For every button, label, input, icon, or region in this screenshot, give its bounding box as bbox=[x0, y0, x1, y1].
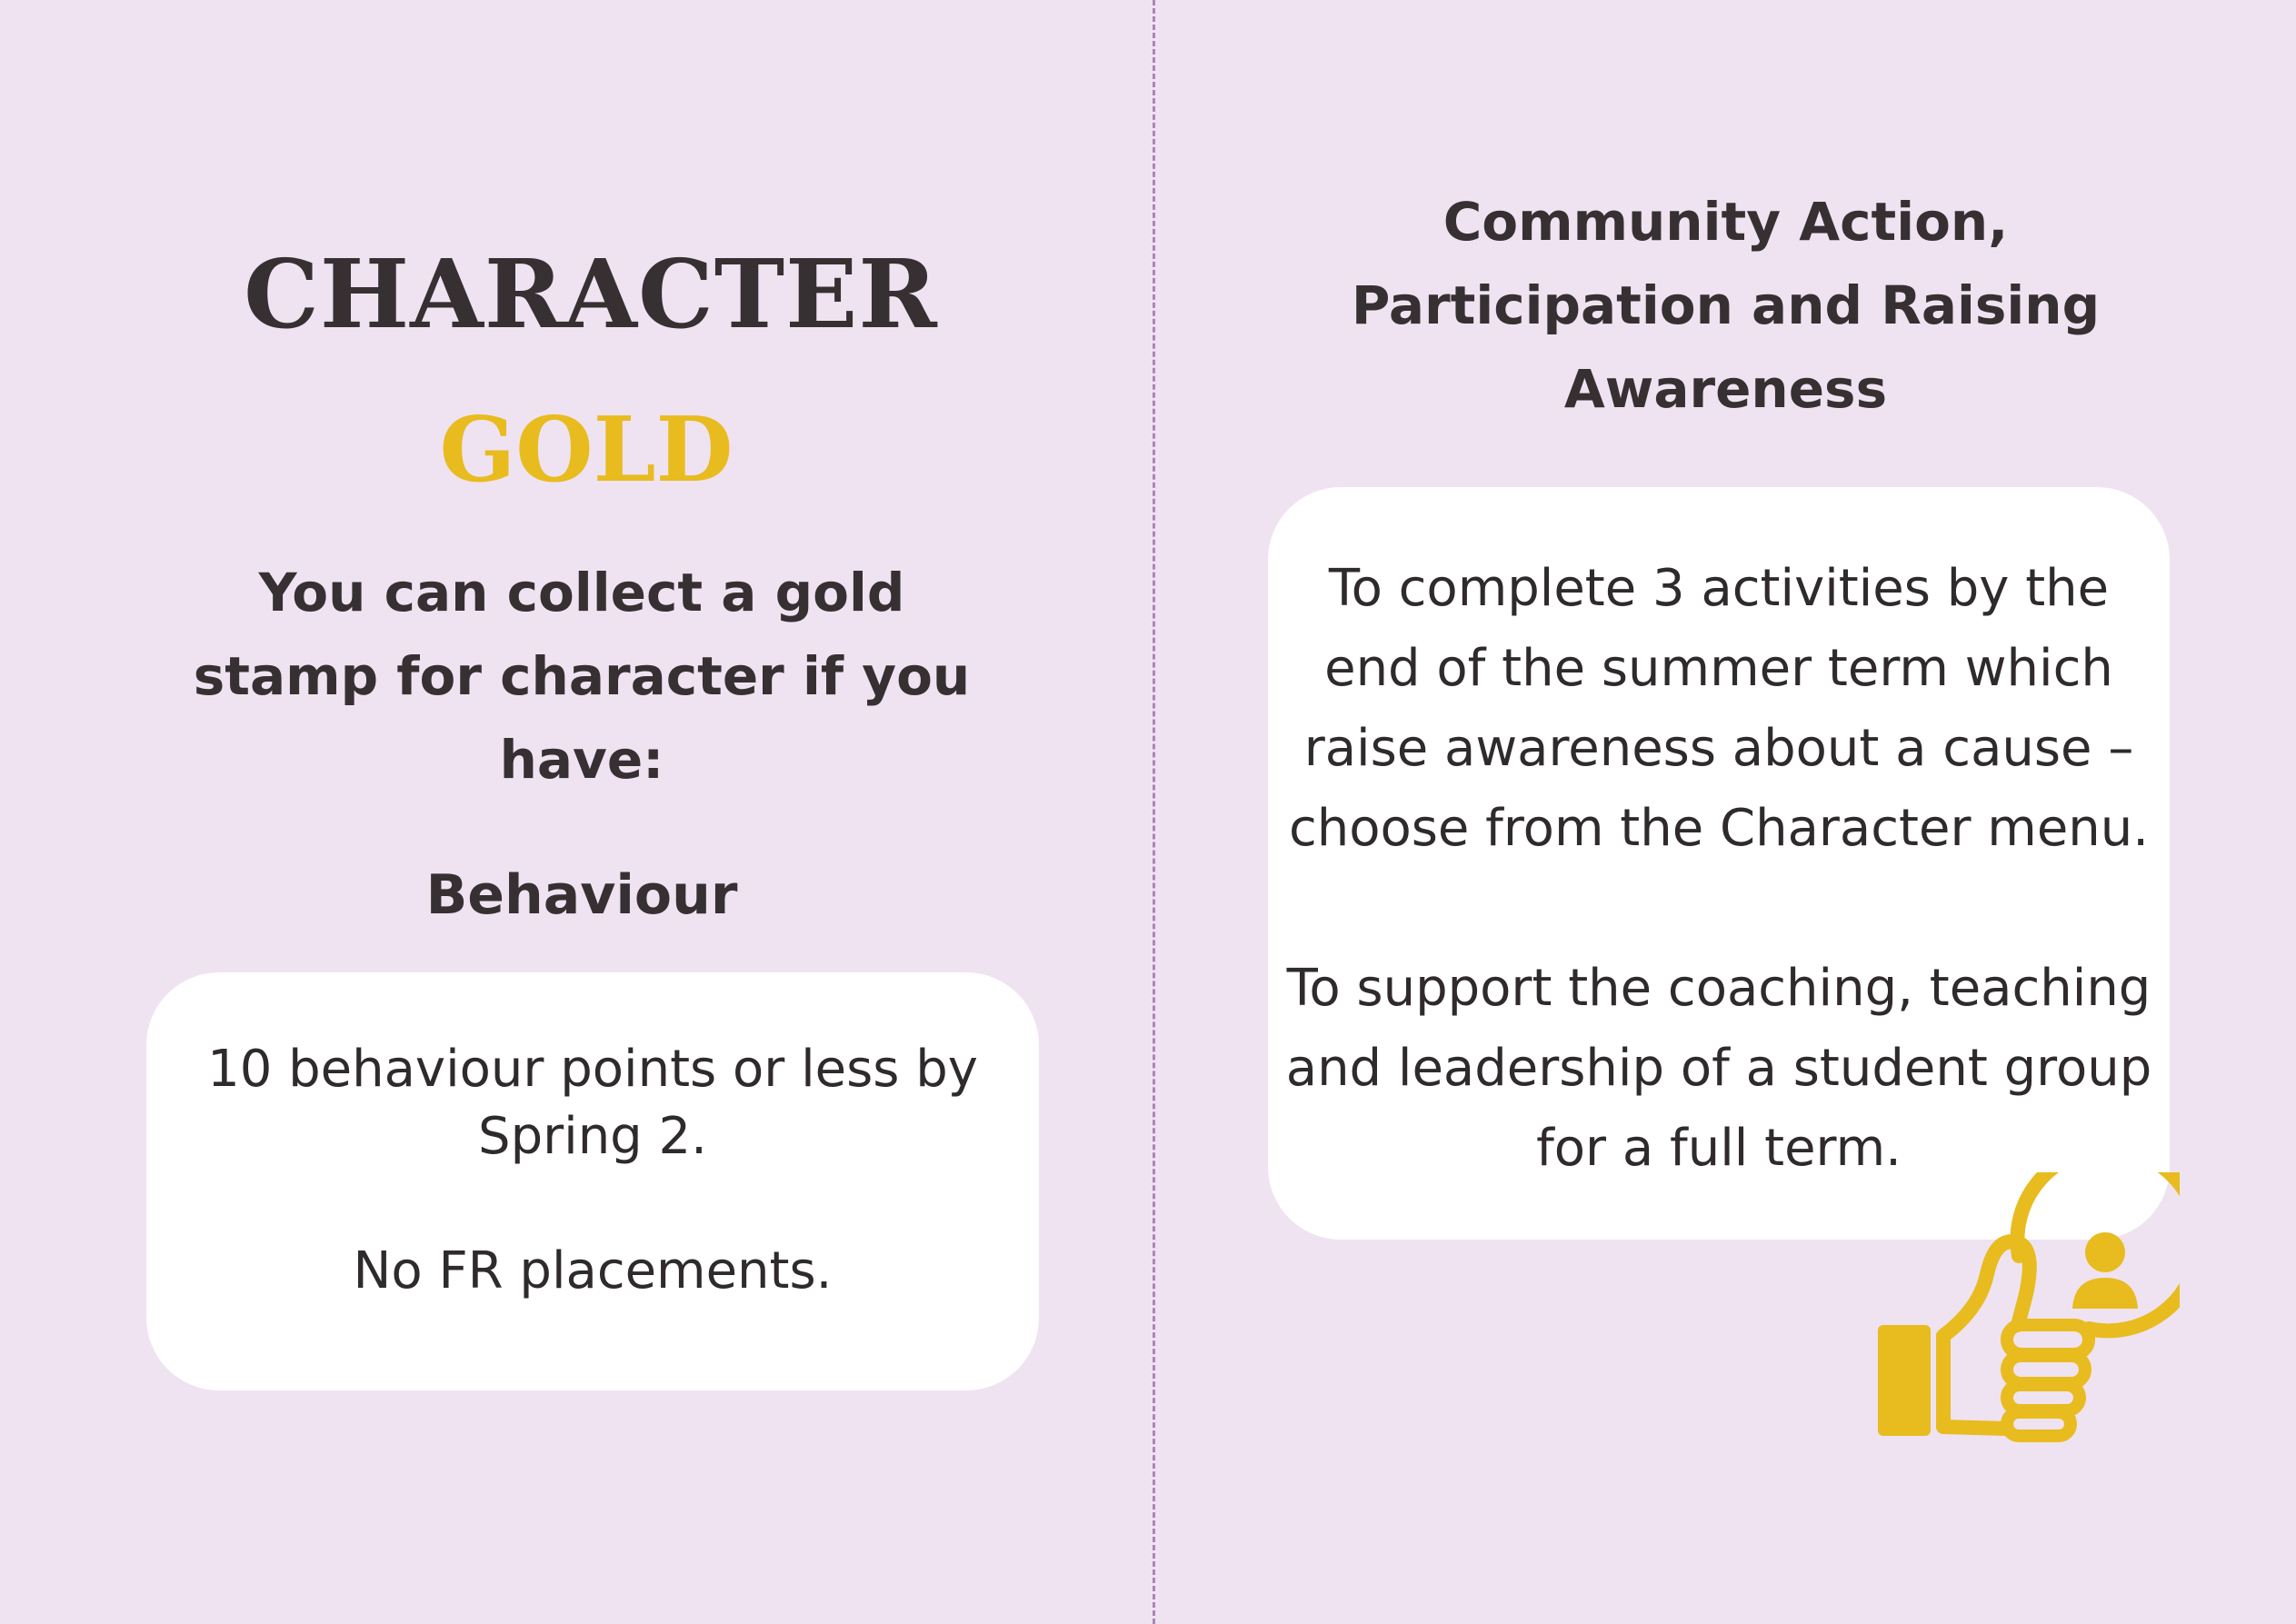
intro-text: You can collect a gold stamp for character if you have: bbox=[193, 562, 971, 791]
behaviour-line-3: No FR placements. bbox=[353, 1241, 833, 1300]
level-title: GOLD bbox=[439, 398, 734, 503]
spacer bbox=[1268, 869, 2170, 949]
community-heading-line-2: Participation and Raising bbox=[1351, 274, 2101, 336]
community-line-7: for a full term. bbox=[1536, 1119, 1902, 1178]
community-line-2: end of the summer term which bbox=[1324, 639, 2113, 698]
community-card bbox=[1268, 487, 2170, 1240]
community-line-1: To complete 3 activities by the bbox=[1328, 559, 2110, 618]
community-heading bbox=[1155, 180, 2296, 431]
behaviour-line-1: 10 behaviour points or less by bbox=[207, 1040, 978, 1099]
community-line-6: and leadership of a student group bbox=[1285, 1039, 2152, 1098]
page-title: CHARACTER bbox=[244, 238, 938, 350]
behaviour-heading: Behaviour bbox=[425, 863, 738, 927]
community-heading-line-1: Community Action, bbox=[1442, 191, 2009, 253]
behaviour-card bbox=[146, 972, 1039, 1390]
community-heading-line-3: Awareness bbox=[1563, 358, 1888, 420]
community-line-3: raise awareness about a cause – bbox=[1303, 719, 2134, 778]
community-line-5: To support the coaching, teaching bbox=[1286, 959, 2151, 1018]
spacer bbox=[146, 1171, 1039, 1238]
community-line-4: choose from the Character menu. bbox=[1288, 799, 2150, 858]
thumbs-up-person-icon bbox=[1871, 1172, 2180, 1445]
behaviour-line-2: Spring 2. bbox=[478, 1107, 707, 1166]
